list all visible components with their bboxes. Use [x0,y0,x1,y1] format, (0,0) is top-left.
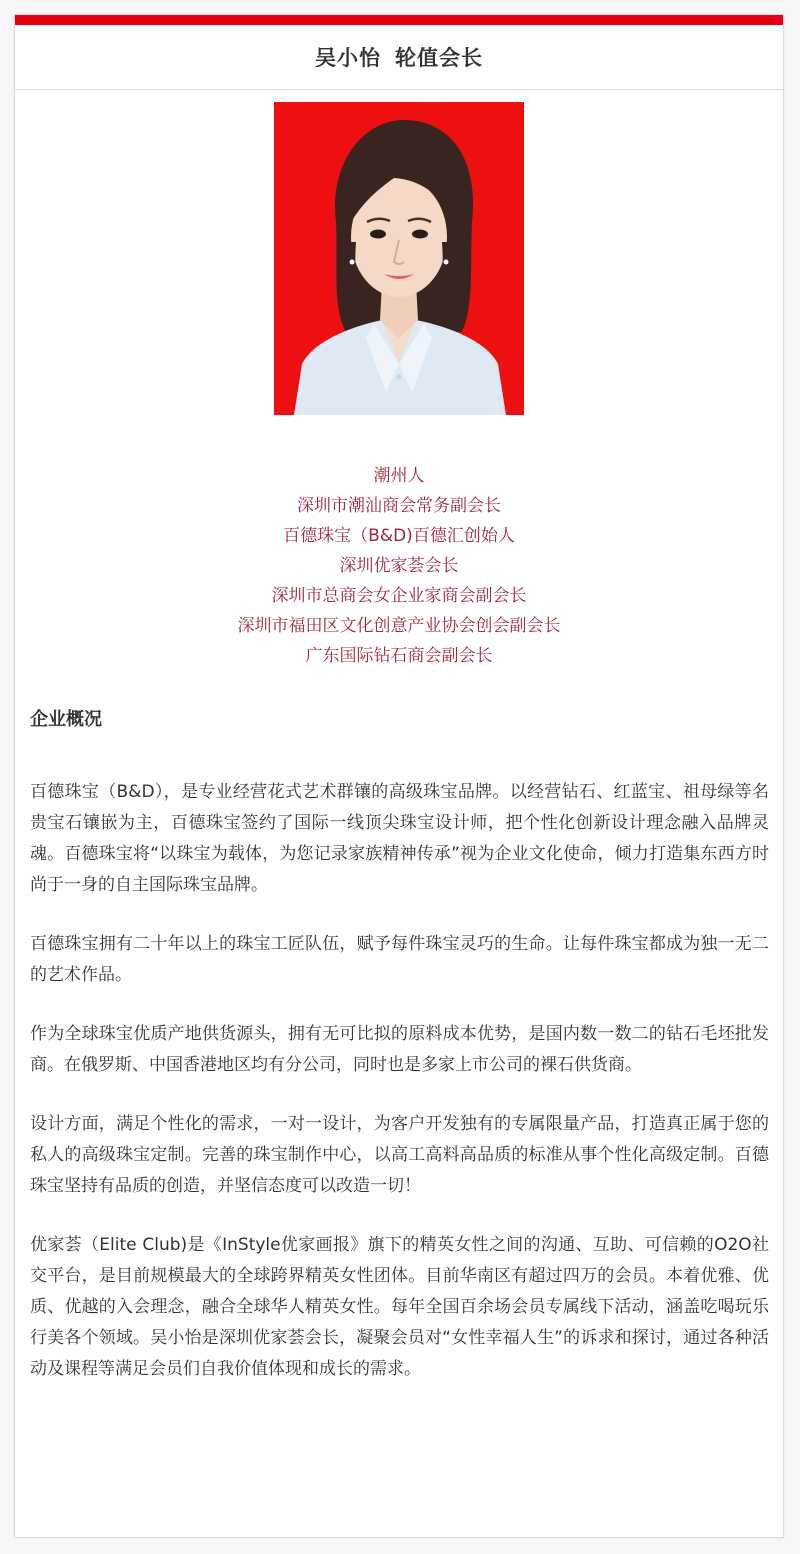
role-line: 深圳市福田区文化创意产业协会创会副会长 [237,616,561,636]
portrait-container [15,102,783,415]
page-title [15,25,783,90]
role-line: 深圳优家荟会长 [339,556,459,576]
roles-list [15,461,783,671]
overview-paragraph: 百德珠宝拥有二十年以上的珠宝工匠队伍，赋予每件珠宝灵巧的生命。让每件珠宝都成为独一无二的艺术作品。 [30,934,769,985]
overview-paragraph: 设计方面，满足个性化的需求，一对一设计，为客户开发独有的专属限量产品，打造真正属于您的私人的高级珠宝定制。完善的珠宝制作中心，以高工高料高品质的标准从事个性化高级定制。百德珠宝坚持有品质的创造，并坚信态度可以改造一切！ [30,1114,769,1196]
role-line: 潮州人 [373,466,425,486]
role-line: 深圳市潮汕商会常务副会长 [297,496,501,516]
portrait-photo [274,102,524,415]
role-line: 百德珠宝（B&D)百德汇创始人 [283,526,515,546]
role-line: 广东国际钻石商会副会长 [305,646,493,666]
portrait-illustration [274,102,524,415]
role-line: 深圳市总商会女企业家商会副会长 [271,586,527,606]
accent-bar [15,15,783,25]
overview-heading: 企业概况 [30,709,102,730]
article-card [14,14,784,1538]
person-position: 轮值会长 [395,46,483,70]
overview-paragraph: 作为全球珠宝优质产地供货源头，拥有无可比拟的原料成本优势，是国内数一数二的钻石毛坯批发商。在俄罗斯、中国香港地区均有分公司，同时也是多家上市公司的裸石供货商。 [30,1024,769,1075]
overview-paragraph: 百德珠宝（B&D），是专业经营花式艺术群镶的高级珠宝品牌。以经营钻石、红蓝宝、祖母绿等名贵宝石镶嵌为主，百德珠宝签约了国际一线顶尖珠宝设计师，把个性化创新设计理念融入品牌灵魂。百德珠宝将“以珠宝为载体，为您记录家族精神传承”视为企业文化使命，倾力打造集东西方时尚于一身的自主国际珠宝品牌。 [30,782,769,895]
person-name: 吴小怡 [315,46,381,70]
overview-paragraph: 优家荟（Elite Club)是《InStyle优家画报》旗下的精英女性之间的沟通、互助、可信赖的O2O社交平台，是目前规模最大的全球跨界精英女性团体。目前华南区有超过四万的会员。本着优雅、优质、优越的入会理念，融合全球华人精英女性。每年全国百余场会员专属线下活动，涵盖吃喝玩乐行美各个领域。吴小怡是深圳优家荟会长，凝聚会员对“女性幸福人生”的诉求和探讨，通过各种活动及课程等满足会员们自我价值体现和成长的需求。 [30,1235,769,1379]
